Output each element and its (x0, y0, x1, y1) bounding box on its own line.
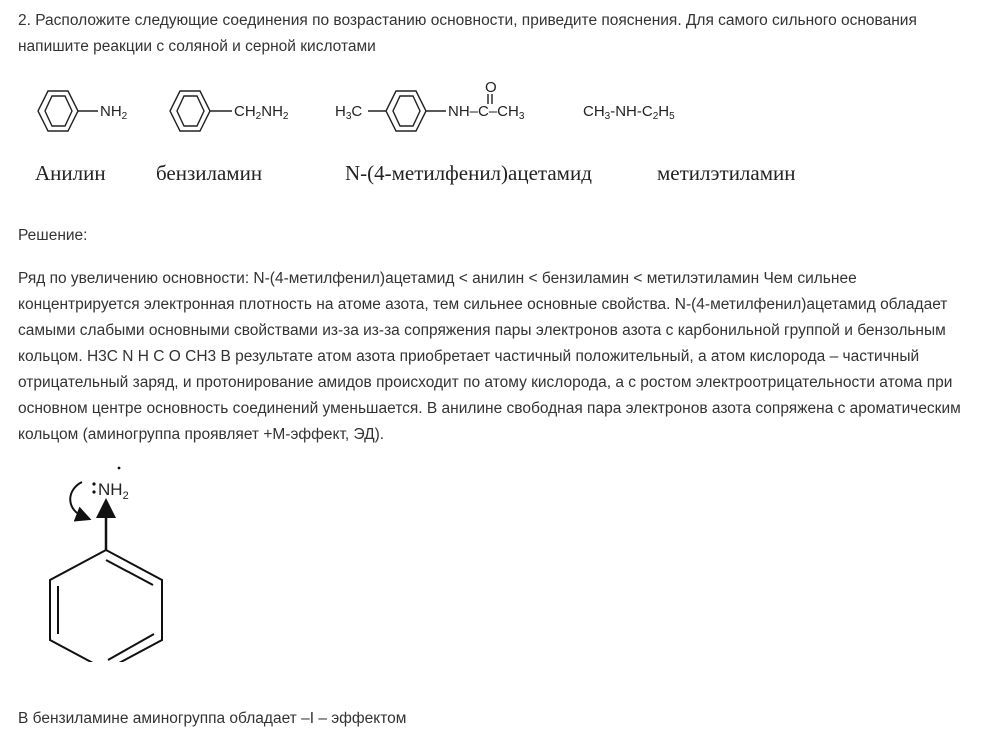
aniline-group-label: $NH_2$ (100, 103, 128, 122)
lone-pair-dot (92, 482, 95, 485)
amine-group-label: $NH_2$ (98, 480, 129, 502)
curved-arrow-icon (70, 482, 84, 517)
compound-name-methylethylamine: метилэтиламин (657, 161, 796, 185)
compound-name-benzylamine: бензиламин (156, 161, 263, 185)
task-text: 2. Расположите следующие соединения по возрастанию основности, приведите пояснения. Для самого сильного основания напишите реакции с соляной и серной кислотами (18, 12, 917, 55)
benzylamine-note: В бензиламине аминогруппа обладает –I – эффектом (18, 710, 407, 727)
methylethylamine-formula: $CH_3-NH-C_2H_5$ (583, 103, 675, 122)
benzylamine-structure (170, 91, 232, 131)
structural-formulas (0, 75, 986, 155)
solution-label: Решение: (18, 227, 88, 244)
compound-name-acetamide: N-(4-метилфенил)ацетамид (345, 161, 592, 185)
lone-pair-dot (92, 490, 95, 493)
radical-dot (118, 467, 121, 470)
aniline-structure (38, 91, 98, 131)
acetamide-methyl-label: $H_3C$ (335, 103, 363, 122)
compound-name-aniline: Анилин (35, 161, 106, 185)
aniline-conjugation-diagram (40, 462, 180, 662)
explanation-text: Ряд по увеличению основности: N-(4-метилфенил)ацетамид < анилин < бензиламин < метилэтиламин Чем сильнее концентрируется электронная плотность на атоме азота, тем сильнее основные свойства. N-(4-метилфенил)ацетамид обладает самыми слабыми основными свойствами из-за из-за сопряжения пары электронов азота с карбонильной группой и бензольным кольцом. H3C N H C O CH3 В результате атом азота приобретает частичный положительный, а атом кислорода – частичный отрицательный заряд, и протонирование амидов происходит по атому кислорода, а с ростом электроотрицательности атома при основном центре основность соединений уменьшается. В анилине свободная пара электронов азота сопряжена с ароматическим кольцом (аминогруппа проявляет +M-эффект, ЭД). (18, 270, 961, 443)
acetamide-oxygen-label: O (485, 79, 497, 96)
benzylamine-group-label: $CH_2NH_2$ (234, 103, 289, 122)
benzene-ring (50, 550, 162, 662)
compound-names-row (0, 161, 986, 191)
acetamide-chain-label: $NH-C-CH_3$ (448, 103, 525, 122)
